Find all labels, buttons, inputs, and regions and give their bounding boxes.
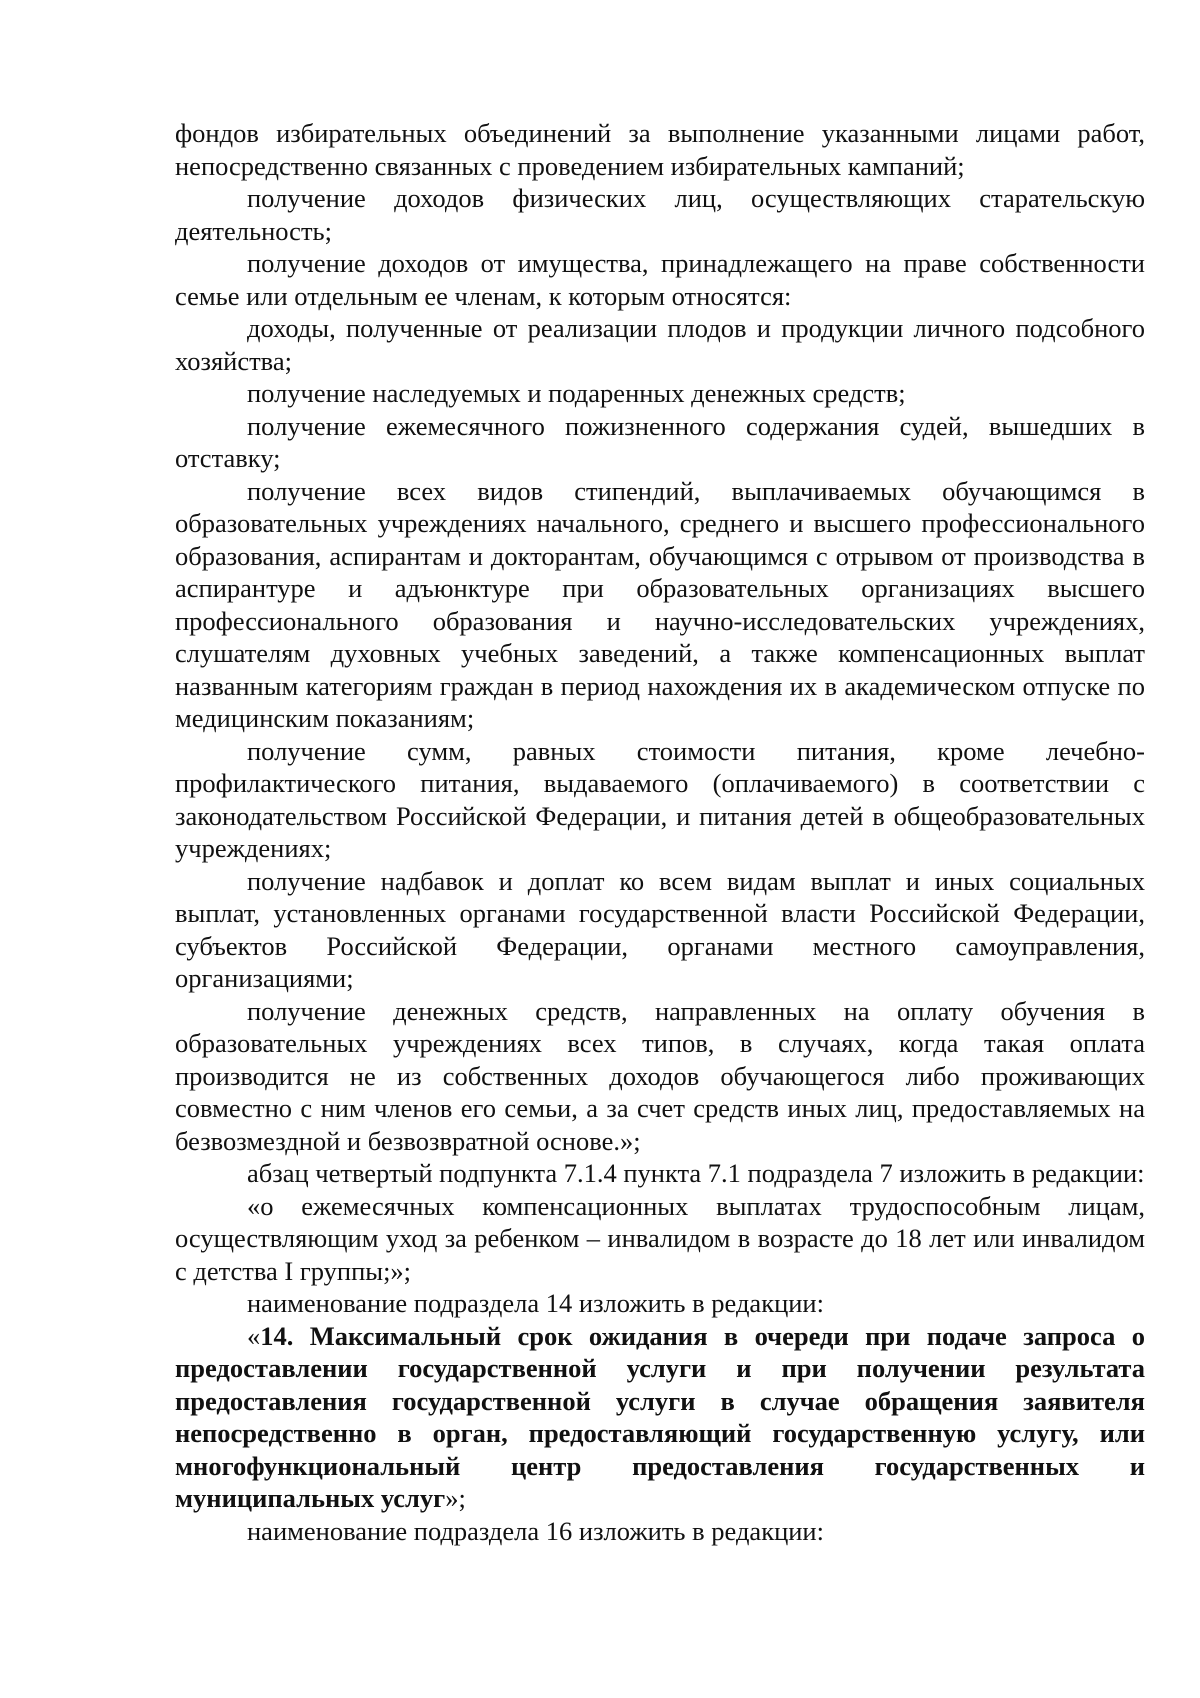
paragraph-last: наименование подраздела 16 изложить в редакции: [247, 1515, 824, 1546]
paragraph-1: фондов избирательных объединений за выполнение указанными лицами работ, непосредственно связанных с проведением избирательных кампаний; [175, 118, 1145, 181]
bold-paragraph-section-14 [175, 1320, 1145, 1515]
paragraph-2: получение доходов физических лиц, осуществляющих старательскую деятельность; [175, 183, 1145, 246]
section-14-title: 14. Максимальный срок ожидания в очереди при подаче запроса о предоставлении государственной услуги и при получении результата предоставления государственной услуги в случае обращения заявителя непосредственно в орган, предоставляющий государственную услугу, или многофункциональный центр предоставления государственных и муниципальных услуг [175, 1320, 1145, 1513]
quote-close: »; [445, 1483, 466, 1513]
paragraph-5: получение наследуемых и подаренных денежных средств; [247, 378, 906, 408]
paragraph-4: доходы, полученные от реализации плодов и продукции личного подсобного хозяйства; [175, 313, 1145, 376]
paragraph-9: получение надбавок и доплат ко всем видам выплат и иных социальных выплат, установленных органами государственной власти Российской Федерации, субъектов Российской Федерации, органами местного самоуправления, организациями; [175, 865, 1145, 993]
paragraph-8: получение сумм, равных стоимости питания, кроме лечебно-профилактического питания, выдаваемого (оплачиваемого) в соответствии с законодательством Российской Федерации, и питания детей в общеобразовательных учреждениях; [175, 735, 1145, 863]
document-page [175, 117, 1145, 1547]
paragraph-11: абзац четвертый подпункта 7.1.4 пункта 7.1 подраздела 7 изложить в редакции: [247, 1158, 1145, 1188]
paragraph-10: получение денежных средств, направленных на оплату обучения в образовательных учреждениях всех типов, в случаях, когда такая оплата производится не из собственных доходов обучающегося либо проживающих совместно с ним членов его семьи, а за счет средств иных лиц, предоставляемых на безвозмездной и безвозвратной основе.»; [175, 995, 1145, 1156]
paragraph-6: получение ежемесячного пожизненного содержания судей, вышедших в отставку; [175, 410, 1145, 473]
quote-open: « [247, 1320, 261, 1351]
paragraph-7: получение всех видов стипендий, выплачиваемых обучающимся в образовательных учреждениях начального, среднего и высшего профессионального образования, аспирантам и докторантам, обучающимся с отрывом от производства в аспирантуре и адъюнктуре при образовательных организациях высшего профессионального образования и научно-исследовательских учреждениях, слушателям духовных учебных заведений, а также компенсационных выплат названным категориям граждан в период нахождения их в академическом отпуске по медицинским показаниям; [175, 475, 1145, 733]
paragraph-12: «о ежемесячных компенсационных выплатах трудоспособным лицам, осуществляющим уход за ребенком – инвалидом в возрасте до 18 лет или инвалидом с детства I группы;»; [175, 1190, 1145, 1286]
paragraph-3: получение доходов от имущества, принадлежащего на праве собственности семье или отдельным ее членам, к которым относятся: [175, 248, 1145, 311]
paragraph-13: наименование подраздела 14 изложить в редакции: [247, 1288, 824, 1318]
